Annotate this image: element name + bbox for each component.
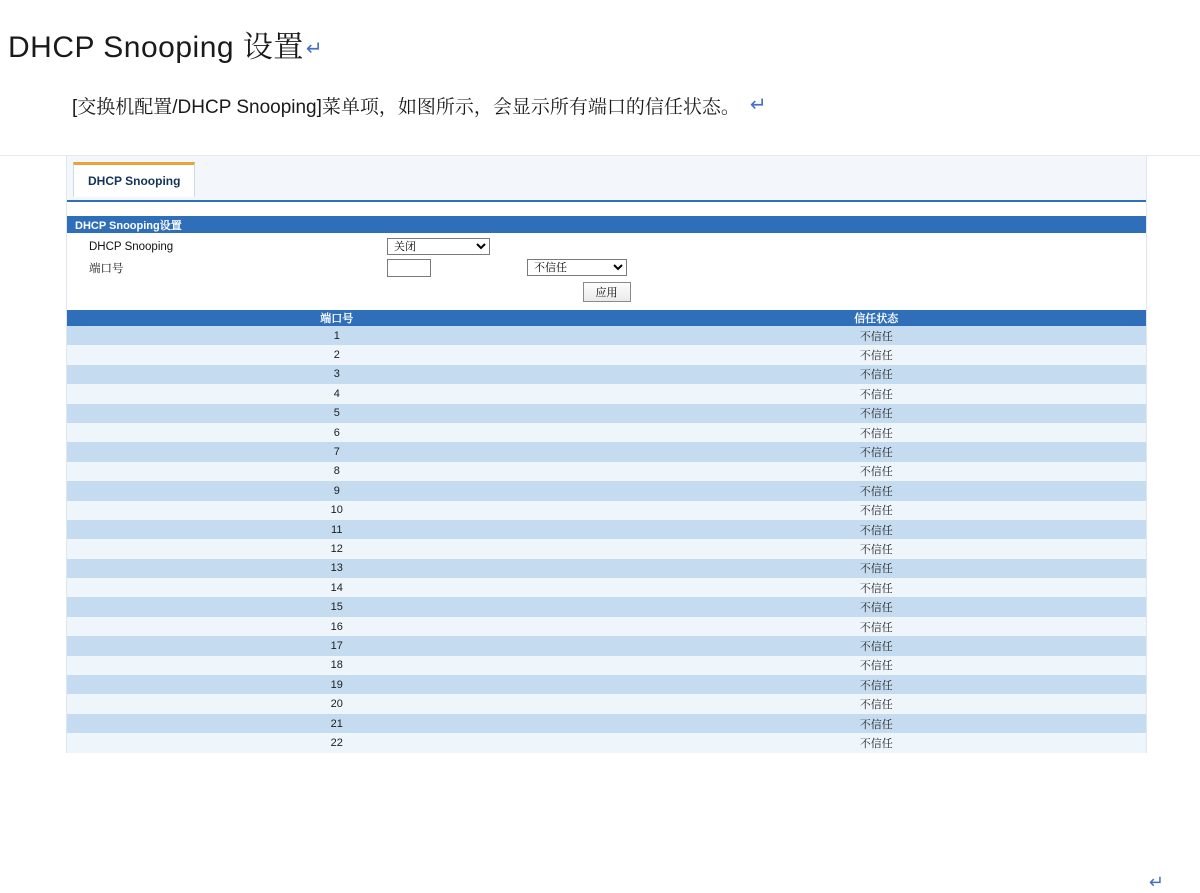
table-row — [67, 481, 1146, 500]
section-title-label: DHCP Snooping设置 — [75, 219, 182, 232]
table-row — [67, 656, 1146, 675]
page-header — [67, 156, 1146, 202]
cell-trust-state: 不信任 — [607, 326, 1147, 345]
table-row — [67, 462, 1146, 481]
cell-trust-state: 不信任 — [607, 656, 1147, 675]
cell-port-number: 18 — [67, 656, 607, 675]
cell-trust-state: 不信任 — [607, 481, 1147, 500]
table-row — [67, 423, 1146, 442]
tab-label: DHCP Snooping — [88, 174, 181, 188]
cell-trust-state: 不信任 — [607, 345, 1147, 364]
table-row — [67, 597, 1146, 616]
table-row — [67, 326, 1146, 345]
cell-trust-state: 不信任 — [607, 597, 1147, 616]
cell-trust-state: 不信任 — [607, 501, 1147, 520]
header-spacer — [67, 202, 1146, 216]
column-header-trust: 信任状态 — [607, 310, 1147, 326]
cell-trust-state: 不信任 — [607, 423, 1147, 442]
port-number-input[interactable] — [387, 259, 431, 277]
cell-port-number: 6 — [67, 423, 607, 442]
table-row — [67, 345, 1146, 364]
cell-port-number: 22 — [67, 733, 607, 752]
cell-port-number: 12 — [67, 539, 607, 558]
column-header-port: 端口号 — [67, 310, 607, 326]
enable-label: DHCP Snooping — [89, 240, 174, 253]
table-row — [67, 539, 1146, 558]
cell-port-number: 20 — [67, 694, 607, 713]
table-row — [67, 714, 1146, 733]
cell-port-number: 17 — [67, 636, 607, 655]
table-row — [67, 636, 1146, 655]
cell-port-number: 3 — [67, 365, 607, 384]
tab-dhcp-snooping[interactable] — [73, 162, 195, 197]
intro-paragraph — [72, 92, 1200, 119]
cell-trust-state: 不信任 — [607, 617, 1147, 636]
apply-row — [67, 278, 1146, 308]
cell-port-number: 15 — [67, 597, 607, 616]
cell-trust-state: 不信任 — [607, 365, 1147, 384]
table-body — [67, 326, 1146, 753]
settings-form — [67, 233, 1146, 310]
cell-port-number: 10 — [67, 501, 607, 520]
cell-port-number: 7 — [67, 442, 607, 461]
cell-trust-state: 不信任 — [607, 733, 1147, 752]
port-label: 端口号 — [89, 262, 124, 275]
apply-button[interactable]: 应用 — [583, 282, 631, 302]
port-trust-table — [67, 310, 1146, 753]
table-row — [67, 559, 1146, 578]
cell-port-number: 2 — [67, 345, 607, 364]
cell-port-number: 19 — [67, 675, 607, 694]
table-row — [67, 733, 1146, 752]
intro-paragraph-text: [交换机配置/DHCP Snooping]菜单项，如图所示，会显示所有端口的信任状态。 — [72, 97, 740, 118]
trust-select-cell — [527, 259, 697, 276]
cell-trust-state: 不信任 — [607, 694, 1147, 713]
table-row — [67, 675, 1146, 694]
section-title-bar — [67, 216, 1146, 233]
table-row — [67, 617, 1146, 636]
table-row — [67, 404, 1146, 423]
cell-trust-state: 不信任 — [607, 539, 1147, 558]
cell-trust-state: 不信任 — [607, 578, 1147, 597]
cell-port-number: 4 — [67, 384, 607, 403]
cell-port-number: 1 — [67, 326, 607, 345]
paragraph-mark-icon: ↵ — [305, 38, 324, 60]
table-row — [67, 520, 1146, 539]
cell-trust-state: 不信任 — [607, 636, 1147, 655]
paragraph-mark-icon: ↵ — [1148, 872, 1164, 892]
dhcp-snooping-enable-select[interactable] — [387, 238, 490, 255]
cell-port-number: 13 — [67, 559, 607, 578]
table-row — [67, 365, 1146, 384]
switch-web-ui — [66, 156, 1147, 753]
table-row — [67, 442, 1146, 461]
cell-trust-state: 不信任 — [607, 462, 1147, 481]
cell-port-number: 16 — [67, 617, 607, 636]
cell-trust-state: 不信任 — [607, 442, 1147, 461]
cell-trust-state: 不信任 — [607, 520, 1147, 539]
table-row — [67, 694, 1146, 713]
cell-trust-state: 不信任 — [607, 675, 1147, 694]
cell-trust-state: 不信任 — [607, 559, 1147, 578]
paragraph-mark-icon: ↵ — [749, 94, 767, 116]
cell-port-number: 9 — [67, 481, 607, 500]
table-header-row — [67, 310, 1146, 326]
cell-port-number: 21 — [67, 714, 607, 733]
cell-port-number: 8 — [67, 462, 607, 481]
table-row — [67, 578, 1146, 597]
page-title-text: DHCP Snooping 设置 — [8, 31, 304, 64]
cell-port-number: 5 — [67, 404, 607, 423]
form-row-port — [67, 257, 1146, 278]
cell-port-number: 14 — [67, 578, 607, 597]
form-row-enable — [67, 236, 1146, 257]
embedded-screenshot — [0, 155, 1200, 892]
table-row — [67, 501, 1146, 520]
port-input-cell — [387, 259, 527, 277]
trust-state-select[interactable] — [527, 259, 627, 276]
cell-trust-state: 不信任 — [607, 714, 1147, 733]
cell-trust-state: 不信任 — [607, 404, 1147, 423]
cell-trust-state: 不信任 — [607, 384, 1147, 403]
page-title — [8, 22, 1200, 66]
cell-port-number: 11 — [67, 520, 607, 539]
table-row — [67, 384, 1146, 403]
enable-select-cell — [387, 238, 527, 255]
